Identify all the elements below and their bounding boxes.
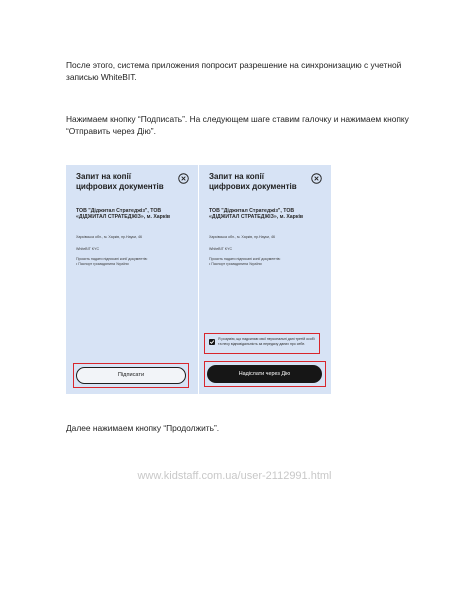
organization-name: ТОВ "Діджитал Стратеджіз", ТОВ «ДІДЖИТАЛ СТРАТЕДЖІЗ», м. Харків [209,208,304,221]
instruction-paragraph-2: Нажимаем кнопку “Подписать”. На следующем шаге ставим галочку и нажимаем кнопку “Отправить через Дію”. [66,114,409,136]
close-icon[interactable] [178,173,189,184]
kyc-label: WhiteBIT KYC [209,247,233,251]
request-document-item: • Паспорт громадянина України [76,261,129,266]
screenshot-panel-send [199,165,331,394]
panel-title: Запит на копії цифрових документів [76,172,164,191]
instruction-paragraph-3: Далее нажимаем кнопку “Продолжить”. [66,423,220,433]
screenshot-panel-sign [66,165,198,394]
panel-title: Запит на копії цифрових документів [209,172,297,191]
close-icon[interactable] [311,173,322,184]
organization-address: Харківська обл., м. Харків, пр.Науки, 46 [209,235,275,239]
sign-button[interactable]: Підписати [76,367,186,384]
request-document-item: • Паспорт громадянина України [209,261,262,266]
checkbox-checked-icon[interactable] [209,339,215,345]
instruction-paragraph-1: После этого, система приложения попросит разрешение на синхронизацию с учетной записью WhiteBIT. [66,60,402,82]
kyc-label: WhiteBIT KYC [76,247,100,251]
send-via-diia-button[interactable]: Надіслати через Дію [207,365,322,383]
request-line: Просить надати підписані копії документів: [76,257,148,261]
request-line: Просить надати підписані копії документів: [209,257,281,261]
consent-checkbox-row[interactable] [207,336,319,352]
organization-name: ТОВ "Діджитал Стратеджіз", ТОВ «ДІДЖИТАЛ СТРАТЕДЖІЗ», м. Харків [76,208,171,221]
request-text [76,257,190,267]
watermark: www.kidstaff.com.ua/user-2112991.html [137,470,332,482]
organization-address: Харківська обл., м. Харків, пр.Науки, 46 [76,235,142,239]
consent-text: Я розумію, що надсилаю свої персональні дані третій особі та несу відповідальність за передачу даних про себе. [218,337,315,346]
request-text [209,257,323,267]
